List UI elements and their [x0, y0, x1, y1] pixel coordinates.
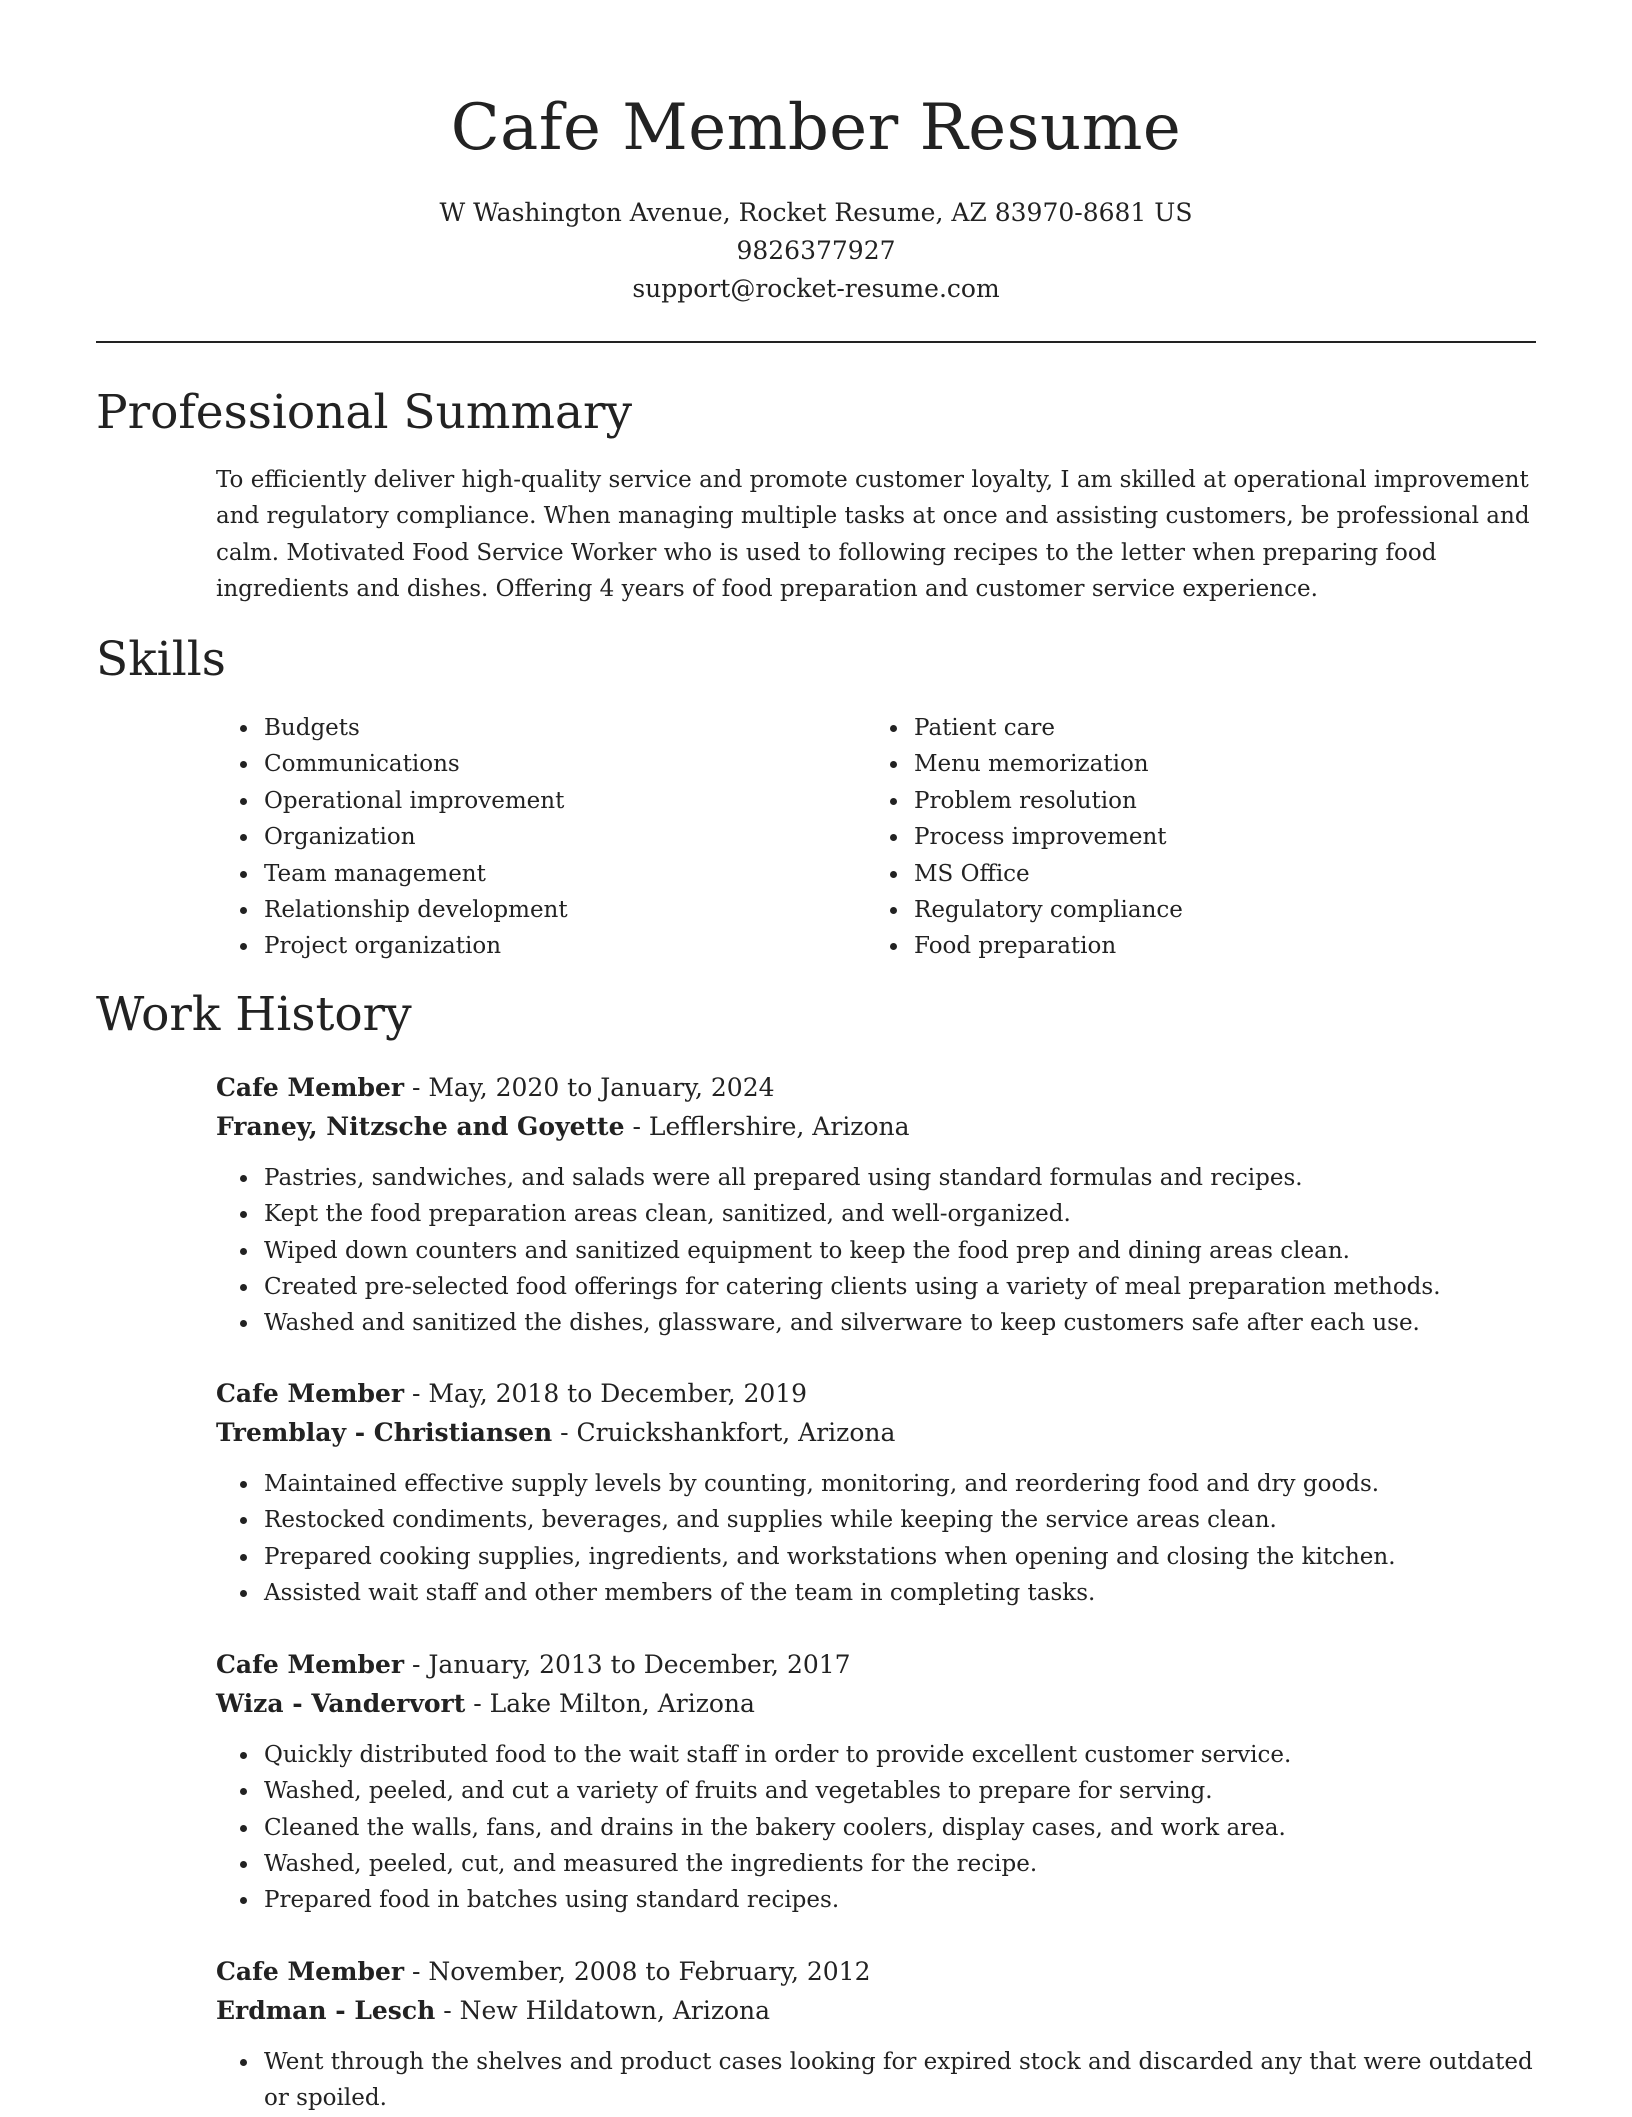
job-bullet: • Cleaned the walls, fans, and drains in the bakery coolers, display cases, and work area. — [260, 1810, 1536, 1846]
job-title-line — [216, 1374, 1536, 1413]
skill-item: • MS Office — [910, 856, 1516, 892]
job-bullets — [216, 1160, 1536, 1341]
skills-column-right — [866, 710, 1516, 965]
skill-item: • Food preparation — [910, 928, 1516, 964]
skill-item: • Relationship development — [260, 892, 866, 928]
skill-item: • Project organization — [260, 928, 866, 964]
job-bullets — [216, 1737, 1536, 1918]
contact-email: support@rocket-resume.com — [632, 274, 1000, 303]
separator: - — [404, 1650, 429, 1679]
job-company: Tremblay - Christiansen — [216, 1418, 553, 1447]
summary-text: To efficiently deliver high-quality service and promote customer loyalty, I am skilled at operational improvement and regulatory compliance. When managing multiple tasks at once and assisting customers, be professional and calm. Motivated Food Service Worker who is used to following recipes to the letter when preparing food ingredients and dishes. Offering 4 years of food preparation and customer service experience. — [216, 467, 1530, 602]
job-title-line — [216, 1068, 1536, 1107]
skill-item: • Problem resolution — [910, 783, 1516, 819]
skill-item: • Menu memorization — [910, 746, 1516, 782]
job-bullet: • Restocked condiments, beverages, and supplies while keeping the service areas clean. — [260, 1502, 1536, 1538]
contact-address: W Washington Avenue, Rocket Resume, AZ 83970-8681 US — [439, 198, 1193, 227]
job-role: Cafe Member — [216, 1379, 405, 1408]
job-bullet: • Went through the shelves and product cases looking for expired stock and discarded any that were outdated or spoiled. — [260, 2044, 1536, 2117]
contact-block — [0, 194, 1632, 308]
contact-phone: 9826377927 — [736, 236, 896, 265]
job-location: Lake Milton, Arizona — [489, 1689, 755, 1718]
job-location: Cruickshankfort, Arizona — [576, 1418, 896, 1447]
separator: - — [624, 1112, 649, 1141]
job-location: New Hildatown, Arizona — [459, 1996, 771, 2025]
job-company-line — [216, 1413, 1536, 1452]
job-bullet: • Maintained effective supply levels by counting, monitoring, and reordering food and dry goods. — [260, 1466, 1536, 1502]
job-bullet: • Wiped down counters and sanitized equipment to keep the food prep and dining areas clean. — [260, 1233, 1536, 1269]
job-role: Cafe Member — [216, 1073, 405, 1102]
job-company: Wiza - Vandervort — [216, 1689, 466, 1718]
separator: - — [465, 1689, 490, 1718]
skill-item: • Operational improvement — [260, 783, 866, 819]
work-history-heading: Work History — [96, 987, 412, 1042]
job-role: Cafe Member — [216, 1650, 405, 1679]
skill-item: • Process improvement — [910, 819, 1516, 855]
job-entry — [216, 1374, 1536, 1611]
job-company-line — [216, 1107, 1536, 1146]
skill-item: • Regulatory compliance — [910, 892, 1516, 928]
resume-title: Cafe Member Resume — [450, 91, 1182, 165]
skill-item: • Organization — [260, 819, 866, 855]
job-company-line — [216, 1991, 1536, 2030]
skills-heading: Skills — [96, 632, 226, 687]
separator: - — [404, 1379, 429, 1408]
skill-item: • Communications — [260, 746, 866, 782]
skill-item: • Budgets — [260, 710, 866, 746]
summary-heading: Professional Summary — [96, 385, 633, 440]
separator: - — [404, 1957, 429, 1986]
job-bullet: • Washed, peeled, and cut a variety of fruits and vegetables to prepare for serving. — [260, 1773, 1536, 1809]
separator: - — [404, 1073, 429, 1102]
header-divider — [96, 341, 1536, 343]
job-entry — [216, 1952, 1536, 2117]
resume-header — [0, 0, 1632, 308]
skills-list — [216, 710, 1536, 965]
skills-column-left — [216, 710, 866, 965]
job-bullet: • Washed and sanitized the dishes, glassware, and silverware to keep customers safe after each use. — [260, 1305, 1536, 1341]
job-bullet: • Quickly distributed food to the wait staff in order to provide excellent customer service. — [260, 1737, 1536, 1773]
skill-item: • Team management — [260, 856, 866, 892]
separator: - — [552, 1418, 577, 1447]
job-location: Lefflershire, Arizona — [648, 1112, 910, 1141]
job-dates: May, 2020 to January, 2024 — [428, 1073, 775, 1102]
job-bullets — [216, 1466, 1536, 1611]
skill-item: • Patient care — [910, 710, 1516, 746]
job-bullet: • Created pre-selected food offerings for catering clients using a variety of meal preparation methods. — [260, 1269, 1536, 1305]
job-bullet: • Prepared food in batches using standard recipes. — [260, 1882, 1536, 1918]
job-role: Cafe Member — [216, 1957, 405, 1986]
job-dates: January, 2013 to December, 2017 — [428, 1650, 851, 1679]
job-bullet: • Pastries, sandwiches, and salads were all prepared using standard formulas and recipes. — [260, 1160, 1536, 1196]
separator: - — [435, 1996, 460, 2025]
job-title-line — [216, 1952, 1536, 1991]
job-title-line — [216, 1645, 1536, 1684]
job-dates: May, 2018 to December, 2019 — [428, 1379, 808, 1408]
job-bullet: • Assisted wait staff and other members of the team in completing tasks. — [260, 1575, 1536, 1611]
job-bullet: • Prepared cooking supplies, ingredients, and workstations when opening and closing the kitchen. — [260, 1539, 1536, 1575]
job-company: Erdman - Lesch — [216, 1996, 436, 2025]
job-bullets — [216, 2044, 1536, 2117]
job-bullet: • Washed, peeled, cut, and measured the ingredients for the recipe. — [260, 1846, 1536, 1882]
job-entry — [216, 1645, 1536, 1918]
job-company-line — [216, 1684, 1536, 1723]
job-entry — [216, 1068, 1536, 1341]
job-dates: November, 2008 to February, 2012 — [428, 1957, 871, 1986]
job-bullet: • Kept the food preparation areas clean, sanitized, and well-organized. — [260, 1196, 1536, 1232]
job-company: Franey, Nitzsche and Goyette — [216, 1112, 625, 1141]
